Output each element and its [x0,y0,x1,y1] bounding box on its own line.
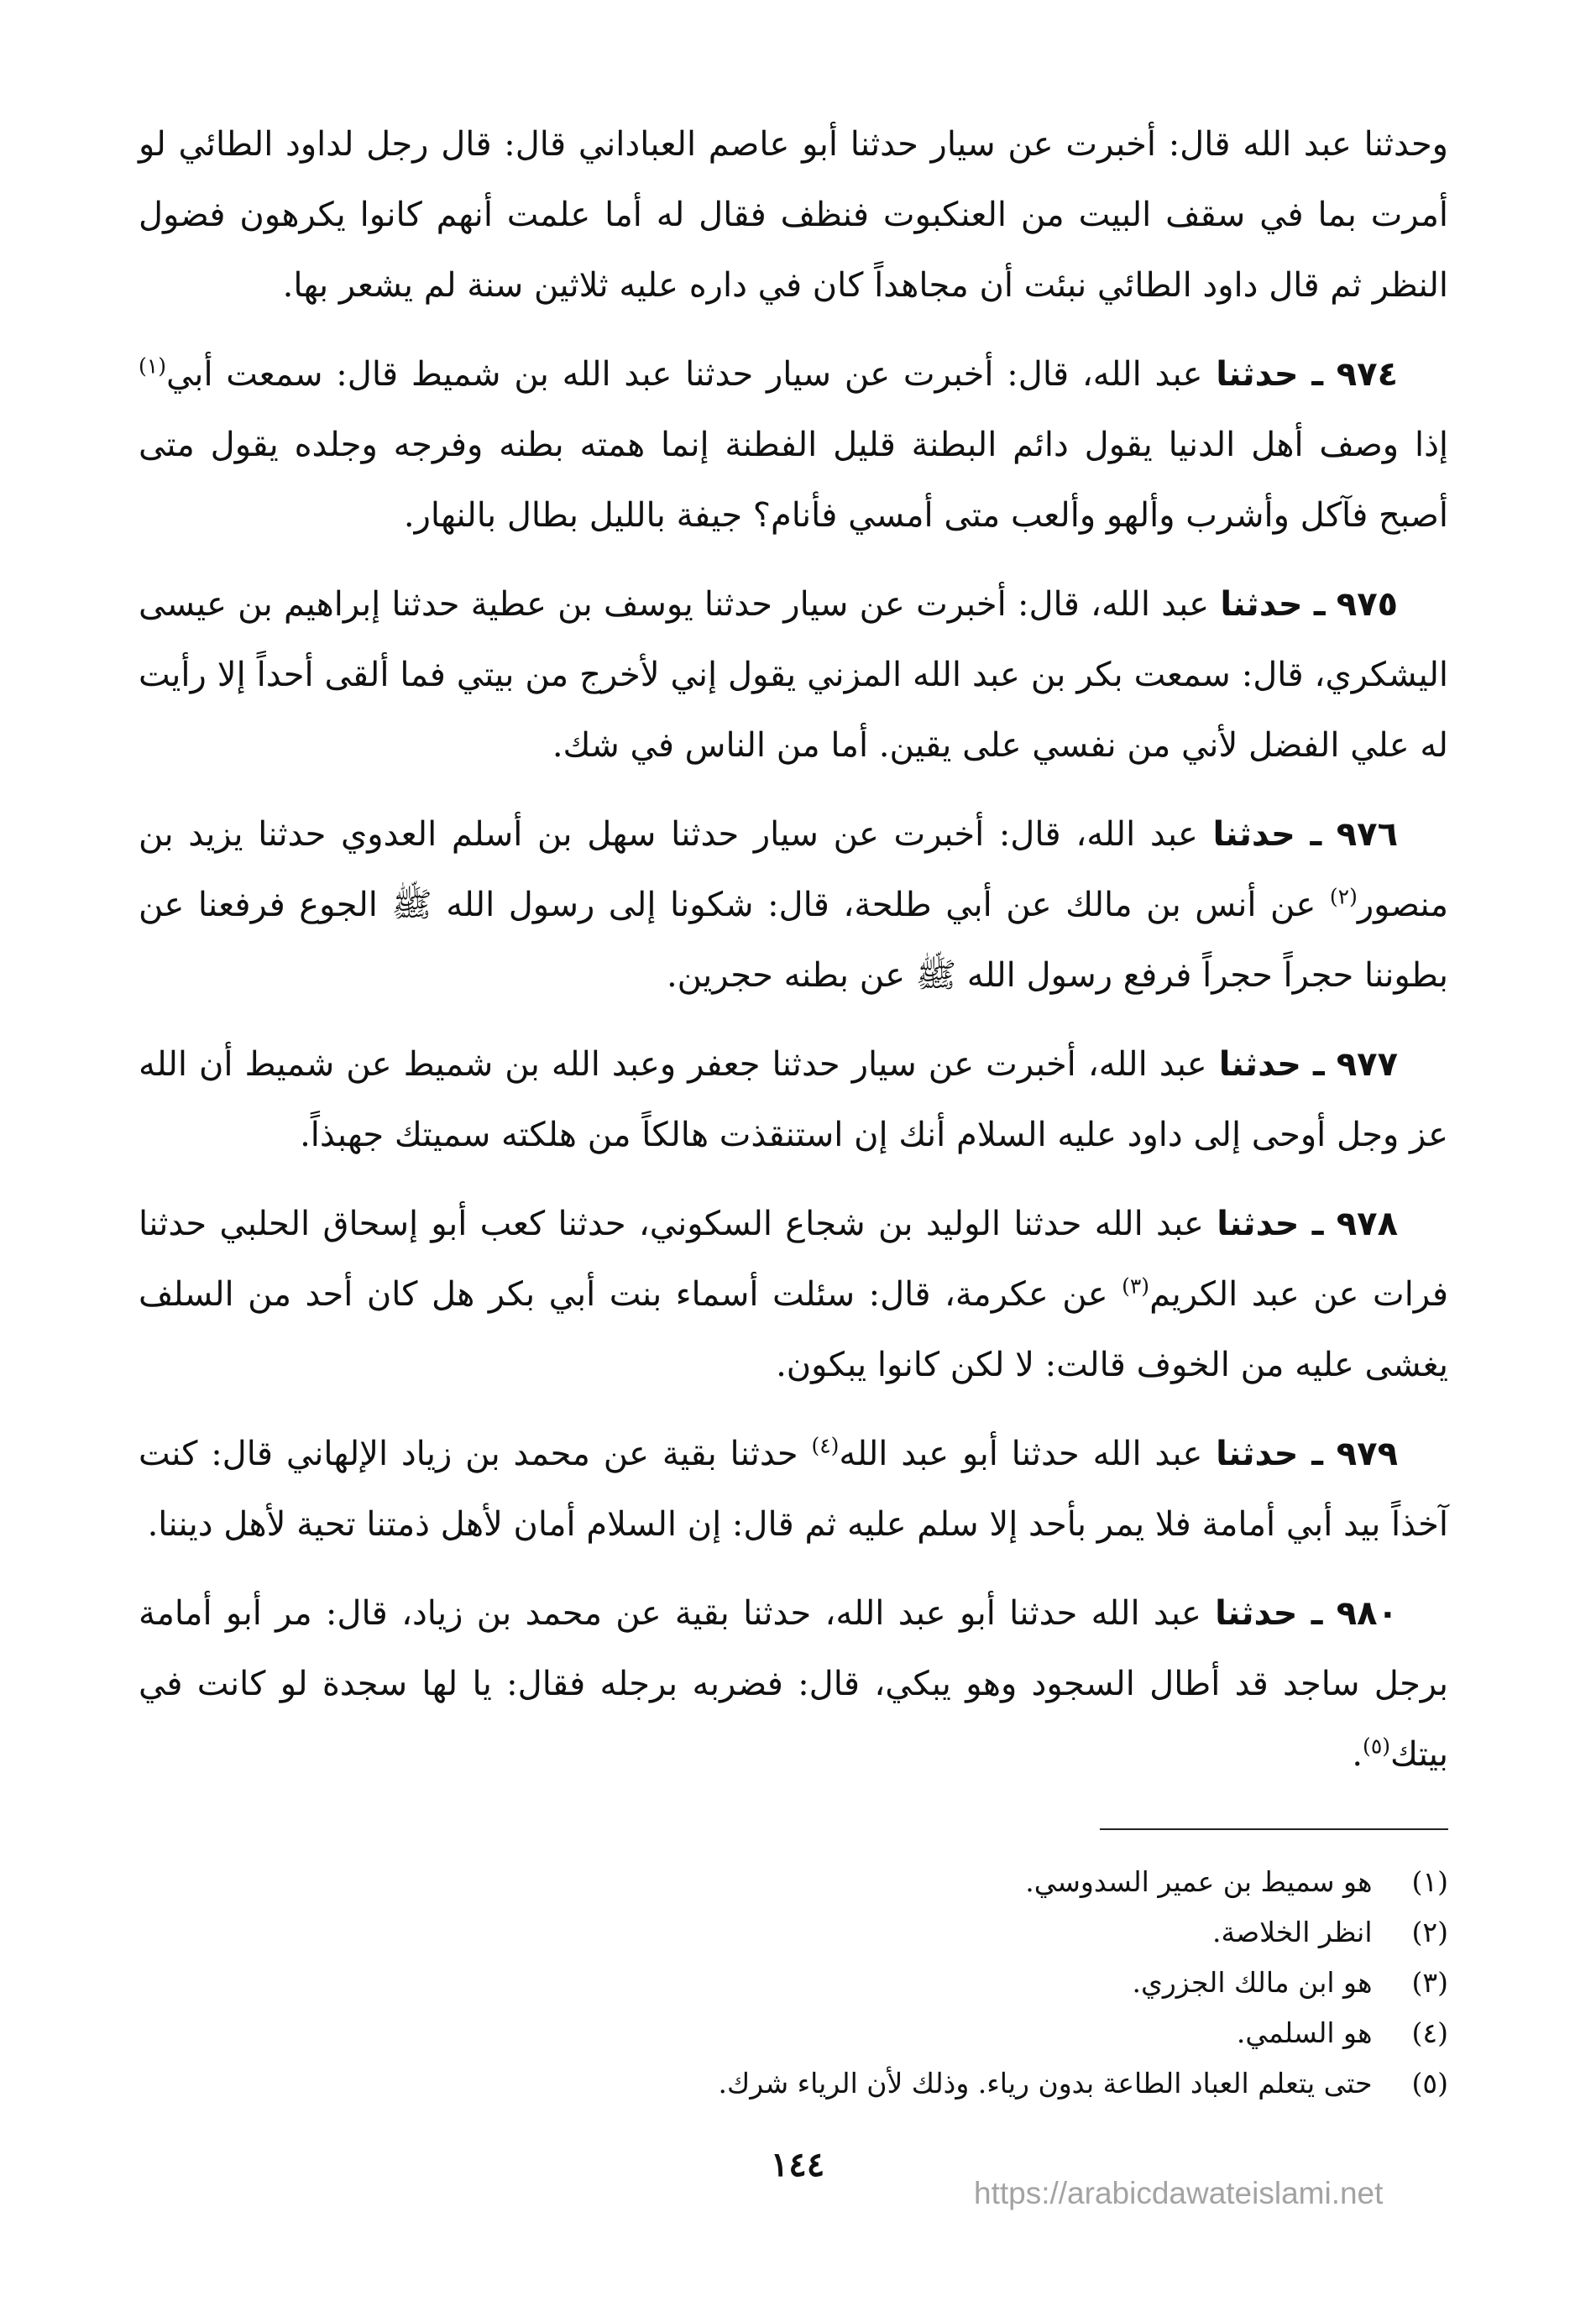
hadith-text-continued: إذا وصف أهل الدنيا يقول دائم البطنة قليل الفطنة إنما همته بطنه وفرجه وجلده يقول متى أصبح فآكل وأشرب وألهو وألعب متى أمسي فأنام؟ جيفة بالليل بطال بالنهار. [139,426,1448,535]
footnote-ref: (١) [139,353,166,379]
hadith-number: ٩٨٠ [1336,1594,1398,1633]
footnote-text: هو السلمي. [1236,2016,1373,2049]
hadith-975: ٩٧٥ ـ حدثنا عبد الله، قال: أخبرت عن سيار حدثنا يوسف بن عطية حدثنا إبراهيم بن عيسى اليشكري، قال: سمعت بكر بن عبد الله المزني يقول إني لأخرج من بيتي فما ألقى أحداً إلا رأيت له علي الفضل لأني من نفسي على يقين. أما من الناس في شك. [139,585,1448,765]
paragraph-text: وحدثنا عبد الله قال: أخبرت عن سيار حدثنا أبو عاصم العباداني قال: قال رجل لداود الطائي لو أمرت بما في سقف البيت من العنكبوت فنظف فقال له أما علمت أنهم كانوا يكرهون فضول النظر ثم قال داود الطائي نبئت أن مجاهداً كان في داره عليه ثلاثين سنة لم يشعر بها. [139,125,1448,305]
hadith-text-continued: عن أنس بن مالك عن أبي طلحة، قال: شكونا إلى رسول الله ﷺ الجوع فرفعنا عن بطوننا حجراً حجراً فرفع رسول الله ﷺ عن بطنه حجرين. [139,886,1448,995]
hadith-979: ٩٧٩ ـ حدثنا عبد الله حدثنا أبو عبد الله$^{(٤)}$ حدثنا بقية عن محمد بن زياد الإلهاني قال: كنت آخذاً بيد أبي أمامة فلا يمر بأحد إلا سلم عليه ثم قال: إن السلام أمان لأهل ذمتنا تحية لأهل ديننا. [139,1433,1448,1544]
footnote-ref: (٣) [1122,1273,1150,1299]
footnote-ref: (٤) [811,1433,840,1458]
hadith-978: ٩٧٨ ـ حدثنا عبد الله حدثنا الوليد بن شجاع السكوني، حدثنا كعب أبو إسحاق الحلبي حدثنا فرات عن عبد الكريم$^{(٣)}$ عن عكرمة، قال: سئلت أسماء بنت أبي بكر هل كان أحد من السلف يغشى عليه من الخوف قالت: لا لكن كانوا يبكون. [139,1205,1448,1384]
hadith-number: ٩٧٨ [1336,1205,1398,1243]
footnote-text: حتى يتعلم العباد الطاعة بدون رياء. وذلك لأن الرياء شرك. [718,2067,1373,2100]
hadith-keyword: حدثنا [1216,355,1299,394]
hadith-number: ٩٧٧ [1336,1045,1398,1084]
hadith-text: عبد الله، قال: أخبرت عن سيار حدثنا يوسف بن عطية حدثنا إبراهيم بن عيسى اليشكري، قال: سمعت بكر بن عبد الله المزني يقول إني لأخرج من بيتي فما ألقى أحداً إلا رأيت له علي الفضل لأني من نفسي على يقين. أما من الناس في شك. [139,585,1448,765]
hadith-980: ٩٨٠ ـ حدثنا عبد الله حدثنا أبو عبد الله، حدثنا بقية عن محمد بن زياد، قال: مر أبو أمامة برجل ساجد قد أطال السجود وهو يبكي، قال: فضربه برجله فقال: يا لها سجدة لو كانت في بيتك$^{(٥)}$. [139,1594,1448,1774]
hadith-text-continued: حدثنا بقية عن محمد بن زياد الإلهاني قال: كنت آخذاً بيد أبي أمامة فلا يمر بأحد إلا سلم عليه ثم قال: إن السلام أمان لأهل ذمتنا تحية لأهل ديننا. [139,1435,1448,1544]
footnote-2 [139,1907,1448,1958]
watermark-url: https://arabicdawateislami.net [974,2176,1384,2210]
hadith-text: عبد الله حدثنا الوليد بن شجاع السكوني، حدثنا كعب أبو إسحاق الحلبي حدثنا فرات عن عبد الكريم [139,1205,1448,1314]
footnote-1 [139,1857,1448,1907]
hadith-keyword: حدثنا [1218,1045,1302,1084]
footnote-number: (٢) [1411,1916,1448,1948]
hadith-keyword: حدثنا [1220,585,1303,624]
hadith-text: عبد الله، قال: أخبرت عن سيار حدثنا عبد الله بن شميط قال: سمعت أبي [165,355,1203,394]
footnote-text: هو ابن مالك الجزري. [1132,1966,1373,1999]
hadith-number: ٩٧٦ [1336,815,1399,854]
hadith-number: ٩٧٤ [1336,355,1399,394]
footnote-ref: (٢) [1329,884,1358,909]
page-number: ١٤٤ [770,2145,825,2184]
hadith-974: ٩٧٤ ـ حدثنا عبد الله، قال: أخبرت عن سيار حدثنا عبد الله بن شميط قال: سمعت أبي$^{(١)}$ إذا وصف أهل الدنيا يقول دائم البطنة قليل الفطنة إنما همته بطنه وفرجه وجلده يقول متى أصبح فآكل وأشرب وألهو وألعب متى أمسي فأنام؟ جيفة بالليل بطال بالنهار. [139,353,1448,535]
main-text [139,109,1448,1808]
footnote-text: هو سميط بن عمير السدوسي. [1025,1865,1373,1898]
footnotes [139,1857,1448,2109]
hadith-text: عبد الله حدثنا أبو عبد الله [839,1435,1203,1473]
footnote-text: انظر الخلاصة. [1211,1916,1373,1948]
hadith-977: ٩٧٧ ـ حدثنا عبد الله، أخبرت عن سيار حدثنا جعفر وعبد الله بن شميط عن شميط أن الله عز وجل أوحى إلى داود عليه السلام أنك إن استنقذت هالكاً من هلكته سميتك جهبذاً. [139,1045,1448,1154]
hadith-text: عبد الله، قال: أخبرت عن سيار حدثنا سهل بن أسلم العدوي حدثنا يزيد بن منصور [139,815,1449,924]
hadith-keyword: حدثنا [1212,815,1295,854]
hadith-number: ٩٧٩ [1336,1435,1398,1473]
footnote-4 [139,2008,1448,2058]
hadith-number: ٩٧٥ [1336,585,1399,624]
hadith-text: عبد الله، أخبرت عن سيار حدثنا جعفر وعبد الله بن شميط عن شميط أن الله عز وجل أوحى إلى داود عليه السلام أنك إن استنقذت هالكاً من هلكته سميتك جهبذاً. [139,1045,1448,1154]
footnote-number: (٥) [1411,2067,1448,2100]
hadith-keyword: حدثنا [1217,1205,1300,1243]
footnote-divider [1100,1828,1448,1830]
footnote-ref: (٥) [1363,1734,1391,1759]
hadith-text-continued: . [1352,1735,1363,1774]
footnote-5 [139,2058,1448,2109]
footnote-number: (٤) [1411,2016,1448,2049]
hadith-text-continued: عن عكرمة، قال: سئلت أسماء بنت أبي بكر هل كان أحد من السلف يغشى عليه من الخوف قالت: لا لكن كانوا يبكون. [139,1275,1448,1384]
hadith-keyword: حدثنا [1216,1435,1299,1473]
footnote-3 [139,1958,1448,2008]
hadith-976: ٩٧٦ ـ حدثنا عبد الله، قال: أخبرت عن سيار حدثنا سهل بن أسلم العدوي حدثنا يزيد بن منصور$^{(٢)}$ عن أنس بن مالك عن أبي طلحة، قال: شكونا إلى رسول الله ﷺ الجوع فرفعنا عن بطوننا حجراً حجراً فرفع رسول الله ﷺ عن بطنه حجرين. [139,815,1449,995]
footnote-number: (١) [1411,1865,1448,1898]
hadith-keyword: حدثنا [1215,1594,1298,1633]
hadith-text: عبد الله حدثنا أبو عبد الله، حدثنا بقية عن محمد بن زياد، قال: مر أبو أمامة برجل ساجد قد أطال السجود وهو يبكي، قال: فضربه برجله فقال: يا لها سجدة لو كانت في بيتك [139,1594,1448,1774]
footnote-number: (٣) [1411,1966,1448,1999]
paragraph-intro [139,109,1448,321]
